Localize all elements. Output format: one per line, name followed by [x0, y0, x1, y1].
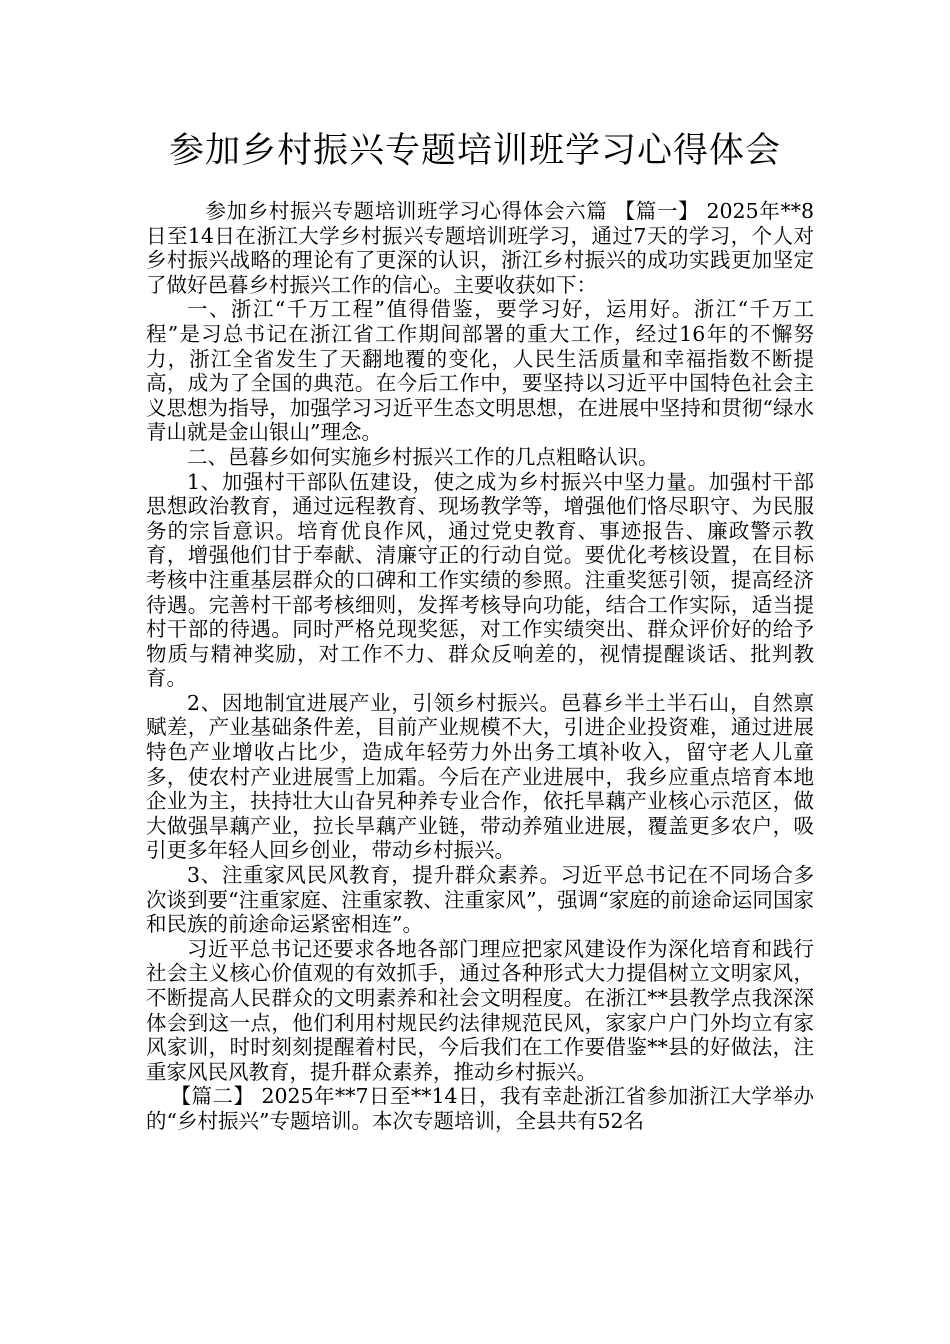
paragraph-chapter-2: 【篇二】 2025年**7日至**14日，我有幸赴浙江省参加浙江大学举办的“乡村振兴”专题培训。本次专题培训，全县共有52名: [146, 1084, 814, 1133]
paragraph-point-2: 2、因地制宜进展产业，引领乡村振兴。邑暮乡半土半石山，自然禀赋差，产业基础条件差，目前产业规模不大，引进企业投资难，通过进展特色产业增收占比少，造成年轻劳力外出务工填补收入，留守老人儿童多，使农村产业进展雪上加霜。今后在产业进展中，我乡应重点培育本地企业为主，扶持壮大山旮旯种养专业合作，依托旱藕产业核心示范区，做大做强旱藕产业，拉长旱藕产业链，带动养殖业进展，覆盖更多农户，吸引更多年轻人回乡创业，带动乡村振兴。: [146, 690, 814, 863]
paragraph-intro: 参加乡村振兴专题培训班学习心得体会六篇 【篇一】 2025年**8日至14日在浙江大学乡村振兴专题培训班学习，通过7天的学习，个人对乡村振兴战略的理论有了更深的认识，浙江乡村振兴的成功实践更加坚定了做好邑暮乡村振兴工作的信心。主要收获如下：: [146, 199, 814, 297]
paragraph-section-1: 一、浙江“千万工程”值得借鉴，要学习好，运用好。浙江“千万工程”是习总书记在浙江省工作期间部署的重大工作，经过16年的不懈努力，浙江全省发生了天翻地覆的变化，人民生活质量和幸福指数不断提高，成为了全国的典范。在今后工作中，要坚持以习近平中国特色社会主义思想为指导，加强学习习近平生态文明思想，在进展中坚持和贯彻“绿水青山就是金山银山”理念。: [146, 297, 814, 445]
document-title: 参加乡村振兴专题培训班学习心得体会: [168, 131, 781, 171]
paragraph-point-3: 3、注重家风民风教育，提升群众素养。习近平总书记在不同场合多次谈到要“注重家庭、注重家教、注重家风”，强调“家庭的前途命运同国家和民族的前途命运紧密相连”。: [146, 863, 814, 937]
paragraph-section-2: 二、邑暮乡如何实施乡村振兴工作的几点粗略认识。: [187, 444, 659, 469]
document-body: [146, 199, 814, 1134]
paragraph-family-style: 习近平总书记还要求各地各部门理应把家风建设作为深化培育和践行社会主义核心价值观的有效抓手，通过各种形式大力提倡树立文明家风，不断提高人民群众的文明素养和社会文明程度。在浙江**县教学点我深深体会到这一点，他们利用村规民约法律规范民风，家家户户门外均立有家风家训，时时刻刻提醒着村民，今后我们在工作要借鉴**县的好做法，注重家风民风教育，提升群众素养，推动乡村振兴。: [146, 936, 814, 1084]
paragraph-point-1: 1、加强村干部队伍建设，使之成为乡村振兴中坚力量。加强村干部思想政治教育，通过远程教育、现场教学等，增强他们恪尽职守、为民服务的宗旨意识。培育优良作风，通过党史教育、事迹报告、廉政警示教育，增强他们甘于奉献、清廉守正的行动自觉。要优化考核设置，在目标考核中注重基层群众的口碑和工作实绩的参照。注重奖惩引领，提高经济待遇。完善村干部考核细则，发挥考核导向功能，结合工作实际，适当提村干部的待遇。同时严格兑现奖惩，对工作实绩突出、群众评价好的给予物质与精神奖励，对工作不力、群众反响差的，视情提醒谈话、批判教育。: [146, 469, 814, 691]
